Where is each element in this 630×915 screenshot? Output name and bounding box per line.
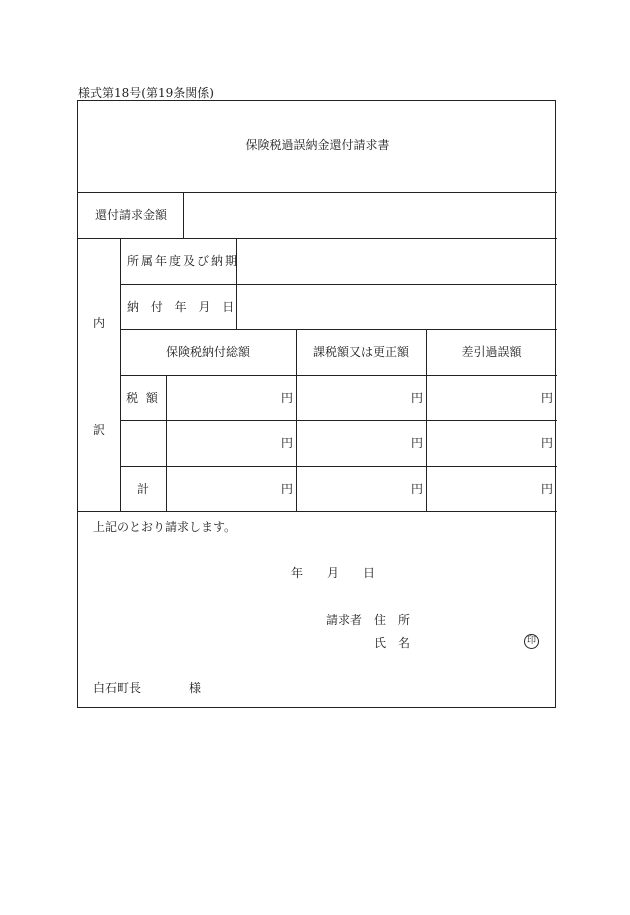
row-label-total: 計 (136, 482, 149, 496)
divider-line (166, 375, 167, 511)
divider-line (120, 375, 557, 376)
yen-unit: 円 (411, 436, 424, 450)
form-number-caption: 様式第18号(第19条関係) (78, 86, 214, 100)
seal-mark: 印 (524, 634, 539, 649)
payment-date-field[interactable] (237, 285, 556, 329)
payment-date-label: 納 付 年 月 日 (127, 300, 239, 314)
refund-amount-field[interactable] (184, 193, 556, 238)
yen-unit: 円 (411, 482, 424, 496)
yen-unit: 円 (281, 391, 294, 405)
divider-line (120, 238, 121, 511)
addressee: 白石町長 (93, 681, 142, 695)
yen-unit: 円 (541, 436, 554, 450)
form-title: 保険税過誤納金還付請求書 (245, 138, 390, 152)
fiscal-year-field[interactable] (237, 239, 556, 284)
divider-line (120, 329, 557, 330)
divider-line (120, 466, 557, 467)
yen-unit: 円 (411, 391, 424, 405)
refund-request-form (77, 100, 556, 708)
column-header-assessed: 課税額又は更正額 (312, 345, 409, 359)
request-statement: 上記のとおり請求します。 (93, 520, 237, 534)
refund-amount-label: 還付請求金額 (95, 208, 168, 222)
row-label-tax-amount: 税 額 (126, 391, 160, 405)
date-line: 年 月 日 (291, 566, 376, 580)
yen-unit: 円 (281, 436, 294, 450)
breakdown-label-char: 訳 (93, 423, 106, 437)
yen-unit: 円 (281, 482, 294, 496)
breakdown-label-char: 内 (93, 316, 106, 330)
divider-line (120, 420, 557, 421)
name-label: 氏 名 (374, 636, 411, 650)
column-header-overpaid: 差引過誤額 (461, 345, 522, 359)
divider-line (78, 511, 557, 512)
yen-unit: 円 (541, 391, 554, 405)
fiscal-year-label: 所属年度及び納期 (127, 254, 240, 268)
column-header-total-paid: 保険税納付総額 (165, 345, 250, 359)
yen-unit: 円 (541, 482, 554, 496)
claimant-label: 請求者 (326, 613, 363, 627)
address-label: 住 所 (374, 613, 411, 627)
honorific: 様 (189, 681, 202, 695)
